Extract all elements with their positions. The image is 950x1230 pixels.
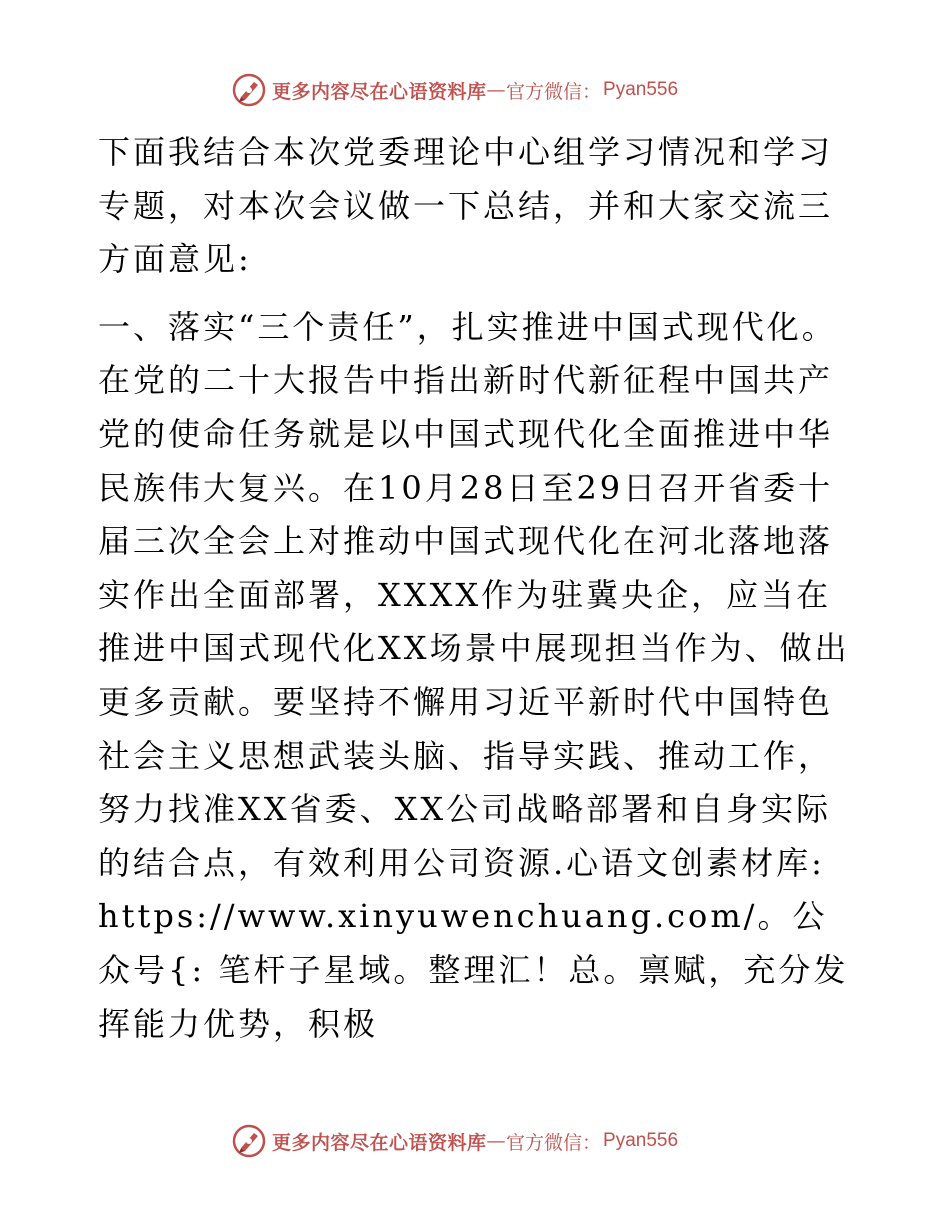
- watermark-main-text: 更多内容尽在心语资料库: [272, 80, 487, 103]
- watermark-wechat-id: Pyan556: [603, 1130, 679, 1151]
- watermark-header: [232, 72, 752, 108]
- watermark-wechat-label: 官方微信：: [506, 80, 602, 103]
- paragraph-intro: 下面我结合本次党委理论中心组学习情况和学习专题，对本次会议做一下总结，并和大家交流三方面意见:: [98, 133, 834, 279]
- pen-logo-icon: [232, 1124, 266, 1158]
- watermark-main-text: 更多内容尽在心语资料库: [272, 1131, 487, 1154]
- watermark-wechat-id: Pyan556: [603, 79, 679, 100]
- pen-logo-icon: [232, 73, 266, 107]
- document-body: [98, 126, 858, 1051]
- watermark-dash: —: [486, 79, 507, 101]
- watermark-wechat-label: 官方微信：: [506, 1131, 602, 1154]
- watermark-dash: —: [486, 1130, 507, 1152]
- paragraph-section-one: 一、落实“三个责任”，扎实推进中国式现代化。在党的二十大报告中指出新时代新征程中国共产党的使命任务就是以中国式现代化全面推进中华民族伟大复兴。在10月28日至29日召开省委十届三次全会上对推动中国式现代化在河北落地落实作出全面部署，XXXX作为驻冀央企，应当在推进中国式现代化XX场景中展现担当作为、做出更多贡献。要坚持不懈用习近平新时代中国特色社会主义思想武装头脑、指导实践、推动工作，努力找准XX省委、XX公司战略部署和自身实际的结合点，有效利用公司资源.心语文创素材库: https://www.xinyuwenchuang.com/。公众号{: 笔杆子星域。整理汇！总。禀赋，充分发挥能力优势，积极: [98, 307, 850, 1043]
- watermark-footer: [232, 1123, 752, 1159]
